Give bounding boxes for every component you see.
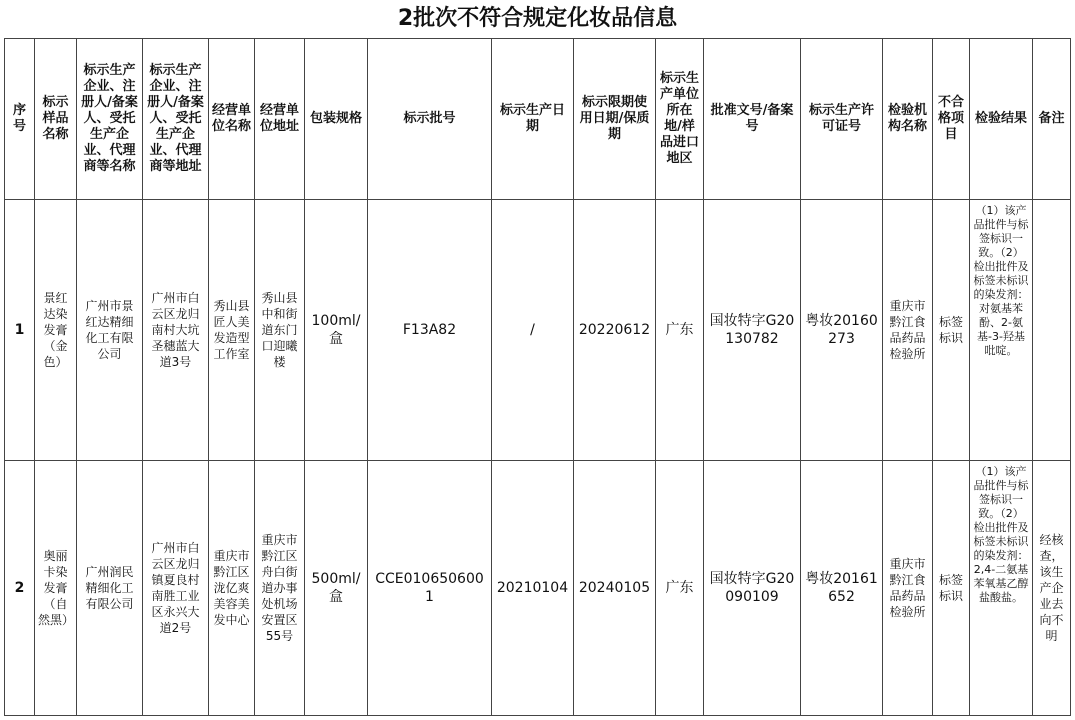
sample-name-cell: 奥丽卡染发膏（自然黑）: [35, 461, 77, 716]
seller-name-cell: 重庆市黔江区泷亿爽美容美发中心: [209, 461, 255, 716]
package-cell: 500ml/盒: [305, 461, 368, 716]
header-row: [5, 39, 1071, 200]
seller-address-cell: 重庆市黔江区舟白街道办事处机场安置区55号: [255, 461, 305, 716]
header-cell: 标示生产日期: [492, 39, 574, 200]
header-cell: 标示批号: [368, 39, 492, 200]
header-cell: 标示生产许可证号: [801, 39, 883, 200]
maker-address-cell: 广州市白云区龙归南村大坑圣穗蓝大道3号: [143, 200, 209, 461]
header-cell: 标示生产企业、注册人/备案人、受托生产企业、代理商等地址: [143, 39, 209, 200]
header-cell: 包装规格: [305, 39, 368, 200]
sample-name-cell: 景红达染发膏（金色）: [35, 200, 77, 461]
lab-name-cell: 重庆市黔江食品药品检验所: [883, 200, 933, 461]
license-number-cell: 粤妆20160273: [801, 200, 883, 461]
seller-address-cell: 秀山县中和街道东门口迎曦楼: [255, 200, 305, 461]
header-cell: 标示生产单位所在地/样品进口地区: [656, 39, 704, 200]
result-cell: （1）该产品批件与标签标识一致。（2）检出批件及标签未标识的染发剂：对氨基苯酚、2-氨基-3-羟基吡啶。: [970, 200, 1033, 461]
maker-name-cell: 广州市景红达精细化工有限公司: [77, 200, 143, 461]
header-cell: 经营单位名称: [209, 39, 255, 200]
approval-number-cell: 国妆特字G20090109: [704, 461, 801, 716]
header-cell: 标示样品名称: [35, 39, 77, 200]
lab-name-cell: 重庆市黔江食品药品检验所: [883, 461, 933, 716]
nonconforming-cosmetics-table: [4, 38, 1071, 716]
seller-name-cell: 秀山县匠人美发造型工作室: [209, 200, 255, 461]
seq-cell: 2: [5, 461, 35, 716]
header-cell: 标示生产企业、注册人/备案人、受托生产企业、代理商等名称: [77, 39, 143, 200]
maker-address-cell: 广州市白云区龙归镇夏良村南胜工业区永兴大道2号: [143, 461, 209, 716]
failed-item-cell: 标签标识: [933, 461, 970, 716]
origin-cell: 广东: [656, 200, 704, 461]
batch-cell: F13A82: [368, 200, 492, 461]
table-row: [5, 461, 1071, 716]
batch-cell: CCE0106506001: [368, 461, 492, 716]
header-cell: 批准文号/备案号: [704, 39, 801, 200]
production-date-cell: 20210104: [492, 461, 574, 716]
maker-name-cell: 广州润民精细化工有限公司: [77, 461, 143, 716]
expiry-cell: 20240105: [574, 461, 656, 716]
failed-item-cell: 标签标识: [933, 200, 970, 461]
header-cell: 不合格项目: [933, 39, 970, 200]
license-number-cell: 粤妆20161652: [801, 461, 883, 716]
table-row: [5, 200, 1071, 461]
origin-cell: 广东: [656, 461, 704, 716]
result-cell: （1）该产品批件与标签标识一致。（2）检出批件及标签未标识的染发剂：2,4-二氨基苯氧基乙醇盐酸盐。: [970, 461, 1033, 716]
note-cell: 经核查，该生产企业去向不明: [1033, 461, 1071, 716]
header-cell: 检验结果: [970, 39, 1033, 200]
production-date-cell: /: [492, 200, 574, 461]
header-cell: 序号: [5, 39, 35, 200]
header-cell: 检验机构名称: [883, 39, 933, 200]
expiry-cell: 20220612: [574, 200, 656, 461]
header-cell: 备注: [1033, 39, 1071, 200]
note-cell: [1033, 200, 1071, 461]
seq-cell: 1: [5, 200, 35, 461]
header-cell: 经营单位地址: [255, 39, 305, 200]
approval-number-cell: 国妆特字G20130782: [704, 200, 801, 461]
header-cell: 标示限期使用日期/保质期: [574, 39, 656, 200]
page-title: 2批次不符合规定化妆品信息: [397, 6, 678, 31]
package-cell: 100ml/盒: [305, 200, 368, 461]
